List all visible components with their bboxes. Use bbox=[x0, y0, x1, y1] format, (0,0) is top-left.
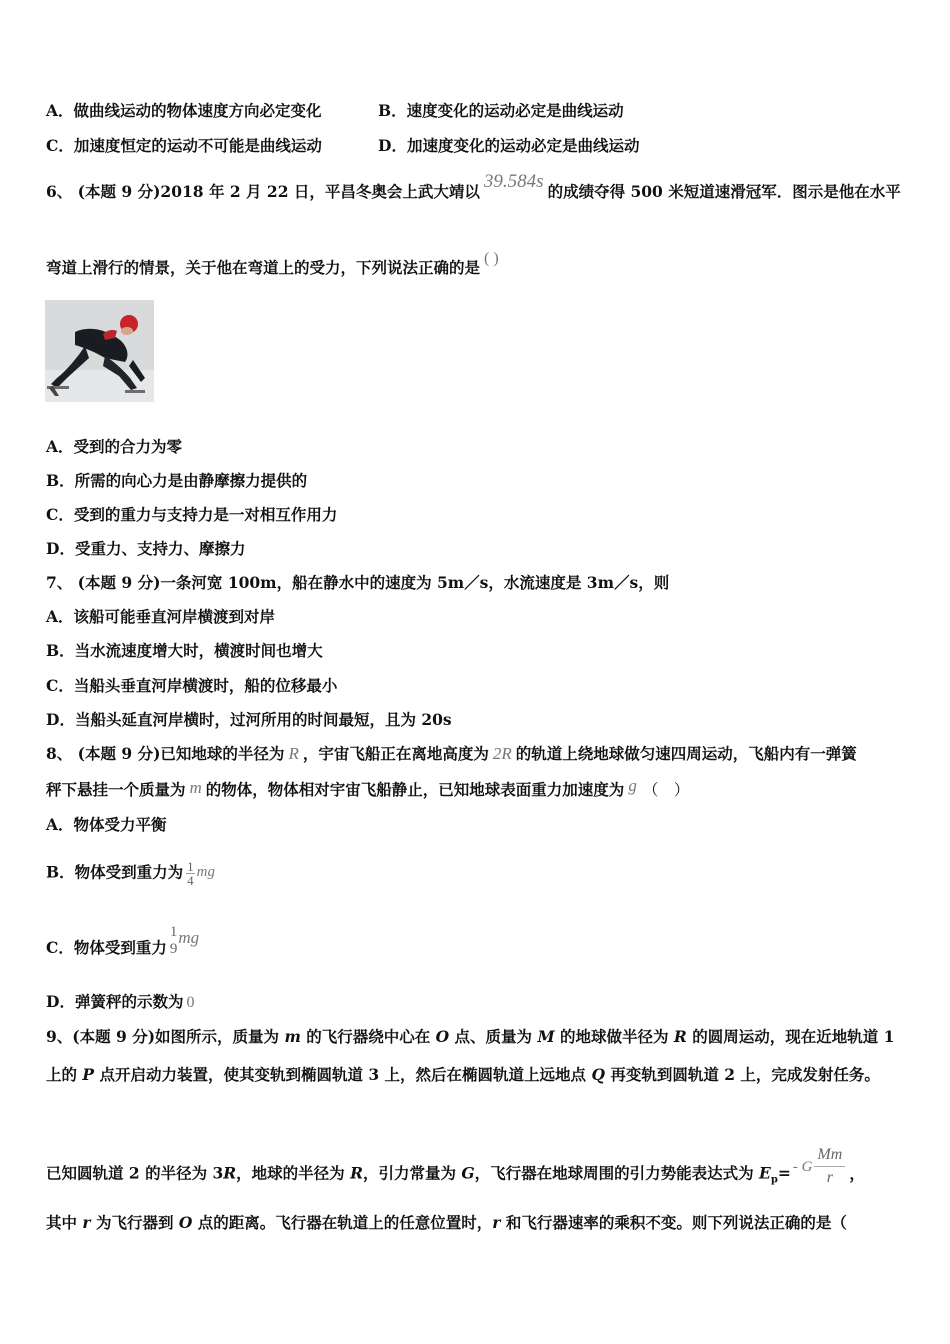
q6-option-d: D．受重力、支持力、摩擦力 bbox=[46, 539, 246, 558]
q8-option-c bbox=[46, 924, 200, 966]
q9-l1c: 点、质量为 bbox=[449, 1027, 538, 1046]
q8-option-d-value: 0 bbox=[186, 994, 195, 1011]
q6-answer-paren: ( ) bbox=[484, 250, 499, 267]
q9-l4a: 其中 bbox=[46, 1213, 83, 1232]
q8-option-c-denominator: 9 bbox=[169, 941, 178, 957]
q8-option-c-fraction bbox=[169, 924, 179, 958]
q6-time-value: 39.584s bbox=[483, 171, 544, 192]
q8-radius-symbol: R bbox=[288, 744, 299, 763]
q8-option-d bbox=[46, 992, 194, 1013]
q9-l3b: ，地球的半径为 bbox=[236, 1163, 351, 1183]
q9-l1b: 的飞行器绕中心在 bbox=[300, 1027, 436, 1046]
q7-stem: 7、 (本题 9 分)一条河宽 100m，船在静水中的速度为 5m／s，水流速度是 3m／s，则 bbox=[46, 573, 670, 592]
q9-l1-m: m bbox=[284, 1027, 301, 1046]
q9-l2c: 再变轨到圆轨道 2 上，完成发射任务。 bbox=[604, 1065, 880, 1084]
q9-stem-line3 bbox=[46, 1146, 865, 1197]
q9-l3-R2: R bbox=[350, 1163, 363, 1183]
q5-option-b: B．速度变化的运动必定是曲线运动 bbox=[378, 101, 624, 120]
q9-potential-sign: - G bbox=[792, 1158, 813, 1175]
q8-stem-part-b: ，宇宙飞船正在离地高度为 bbox=[302, 744, 489, 763]
q5-option-c: C．加速度恒定的运动不可能是曲线运动 bbox=[46, 136, 322, 155]
q8-option-a: A．物体受力平衡 bbox=[46, 815, 167, 834]
q9-l3-E: E bbox=[759, 1163, 771, 1183]
q8-gravity-symbol: g bbox=[628, 776, 637, 795]
q8-option-c-text: C．物体受到重力 bbox=[46, 938, 167, 957]
q5-option-d: D．加速度变化的运动必定是曲线运动 bbox=[378, 136, 640, 155]
q8-option-b-denominator: 4 bbox=[187, 873, 194, 888]
q7-option-b: B．当水流速度增大时，横渡时间也增大 bbox=[46, 641, 323, 660]
q9-l1d: 的地球做半径为 bbox=[554, 1027, 674, 1046]
q9-stem-line4 bbox=[46, 1213, 847, 1233]
q9-l3-p: p bbox=[770, 1174, 778, 1186]
q9-l1-R: R bbox=[673, 1027, 687, 1046]
q9-l4-r2: r bbox=[492, 1213, 501, 1232]
q6-stem-line1 bbox=[46, 171, 901, 202]
q8-stem-line1 bbox=[46, 744, 857, 764]
q8-stem-part-a: 8、 (本题 9 分)已知地球的半径为 bbox=[46, 744, 285, 763]
q8-answer-paren: （ ） bbox=[642, 781, 690, 799]
q7-option-a: A．该船可能垂直河岸横渡到对岸 bbox=[46, 607, 276, 626]
q8-stem-part-d: 秤下悬挂一个质量为 bbox=[46, 780, 186, 799]
q8-stem-part-e: 的物体，物体相对宇宙飞船静止，已知地球表面重力加速度为 bbox=[205, 780, 625, 799]
q8-stem-line2 bbox=[46, 776, 690, 800]
q9-stem-line2 bbox=[46, 1065, 880, 1085]
q7-option-c: C．当船头垂直河岸横渡时，船的位移最小 bbox=[46, 676, 338, 695]
q9-l3-eq: = bbox=[777, 1163, 791, 1183]
q9-potential-denominator: r bbox=[826, 1169, 833, 1186]
q9-l1e: 的圆周运动，现在近地轨道 1 bbox=[686, 1027, 895, 1046]
q9-l3-comma: ， bbox=[849, 1163, 865, 1183]
q9-l3-G: G bbox=[461, 1163, 475, 1183]
q9-l1-O: O bbox=[435, 1027, 450, 1046]
q9-l2a: 上的 bbox=[46, 1065, 83, 1084]
q9-l2b: 点开启动力装置，使其变轨到椭圆轨道 3 上，然后在椭圆轨道上远地点 bbox=[94, 1065, 592, 1084]
q9-l1-M: M bbox=[537, 1027, 555, 1046]
q9-stem-line1 bbox=[46, 1027, 894, 1047]
q8-option-b-mg: mg bbox=[196, 863, 215, 880]
q6-option-b: B．所需的向心力是由静摩擦力提供的 bbox=[46, 471, 308, 490]
q6-stem-part-c: 弯道上滑行的情景，关于他在弯道上的受力，下列说法正确的是 bbox=[46, 258, 481, 277]
q6-option-a: A．受到的合力为零 bbox=[46, 437, 183, 456]
q7-option-d: D．当船头延直河岸横时，过河所用的时间最短，且为 20s bbox=[46, 710, 452, 729]
q9-l4c: 点的距离。飞行器在轨道上的任意位置时， bbox=[192, 1213, 493, 1232]
q6-stem-part-b: 的成绩夺得 500 米短道速滑冠军．图示是他在水平 bbox=[547, 182, 901, 201]
q9-potential-fraction bbox=[814, 1144, 845, 1189]
q9-l2-Q: Q bbox=[591, 1065, 605, 1084]
q8-option-b-text: B．物体受到重力为 bbox=[46, 862, 184, 882]
q9-l3c: ，引力常量为 bbox=[362, 1163, 462, 1183]
q9-l3d: ，飞行器在地球周围的引力势能表达式为 bbox=[474, 1163, 760, 1183]
q9-l1a: 9、(本题 9 分)如图所示，质量为 bbox=[46, 1027, 285, 1046]
q8-option-b-fraction bbox=[186, 860, 195, 887]
q8-option-b-numerator: 1 bbox=[187, 859, 194, 874]
q9-potential-numerator: Mm bbox=[814, 1144, 845, 1167]
q8-option-b bbox=[46, 860, 215, 887]
q9-l3-R: R bbox=[223, 1163, 237, 1183]
q9-l4d: 和飞行器速率的乘积不变。则下列说法正确的是（ bbox=[500, 1213, 847, 1232]
q9-l2-P: P bbox=[82, 1065, 95, 1084]
q8-height-symbol: 2R bbox=[492, 744, 512, 763]
q5-option-a: A．做曲线运动的物体速度方向必定变化 bbox=[46, 101, 322, 120]
q9-l4-r: r bbox=[82, 1213, 91, 1232]
q9-l3a: 已知圆轨道 2 的半径为 3 bbox=[46, 1163, 224, 1183]
q8-stem-part-c: 的轨道上绕地球做匀速四周运动，飞船内有一弹簧 bbox=[515, 744, 857, 763]
speed-skater-photo bbox=[45, 300, 154, 402]
q6-stem-line2 bbox=[46, 250, 499, 279]
q6-stem-part-a: 6、 (本题 9 分)2018 年 2 月 22 日，平昌冬奥会上武大靖以 bbox=[46, 182, 480, 201]
q8-option-d-text: D．弹簧秤的示数为 bbox=[46, 992, 184, 1011]
q9-l4b: 为飞行器到 bbox=[90, 1213, 179, 1232]
q8-mass-symbol: m bbox=[189, 778, 202, 797]
q9-l4-O: O bbox=[178, 1213, 193, 1232]
q8-option-c-mg: mg bbox=[178, 928, 200, 947]
q8-option-c-numerator: 1 bbox=[169, 924, 178, 940]
q6-option-c: C．受到的重力与支持力是一对相互作用力 bbox=[46, 505, 338, 524]
